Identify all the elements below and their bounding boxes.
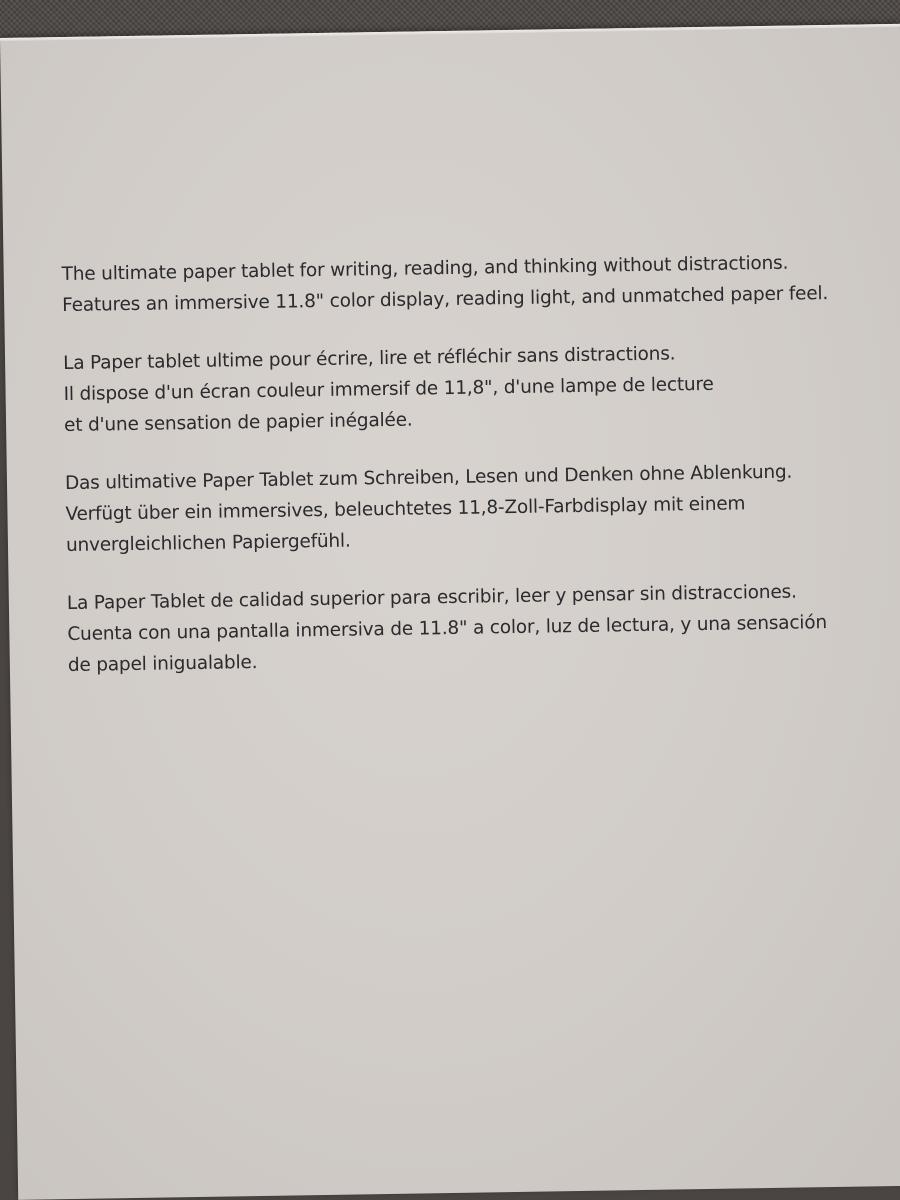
text-line: de papel inigualable. <box>67 652 258 677</box>
text-line: Cuenta con una pantalla inmersiva de 11.8" a color, luz de lectura, y una sensación <box>67 612 828 646</box>
text-line: La Paper tablet ultime pour écrire, lire et réfléchir sans distractions. <box>62 343 676 375</box>
text-line: Il dispose d'un écran couleur immersif de 11,8", d'une lampe de lecture <box>63 373 714 406</box>
paragraph-french <box>63 335 884 441</box>
paragraph-english <box>61 246 882 321</box>
text-line: unvergleichlichen Papiergefühl. <box>65 530 351 557</box>
text-line: Das ultimative Paper Tablet zum Schreiben, Lesen und Denken ohne Ablenkung. <box>64 461 793 495</box>
text-line: Verfügt über ein immersives, beleuchtetes 11,8-Zoll-Farbdisplay mit einem <box>65 493 746 526</box>
text-line: Features an immersive 11.8" color display, reading light, and unmatched paper feel. <box>62 283 829 317</box>
description-text-block <box>61 246 888 708</box>
paragraph-spanish <box>67 575 888 681</box>
paper-sheet <box>0 24 900 1200</box>
paragraph-german <box>65 455 886 561</box>
text-line: et d'une sensation de papier inégalée. <box>63 409 413 437</box>
text-line: The ultimate paper tablet for writing, reading, and thinking without distractions. <box>61 252 789 286</box>
text-line: La Paper Tablet de calidad superior para escribir, leer y pensar sin distracciones. <box>66 581 797 615</box>
